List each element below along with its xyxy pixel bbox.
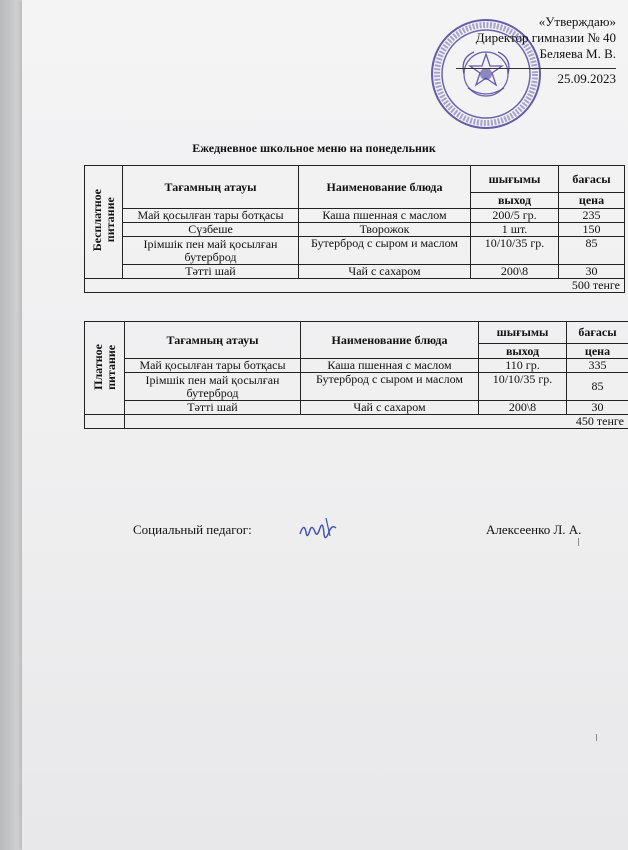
paper-speck	[578, 538, 579, 546]
table-row	[85, 359, 628, 373]
dish-name-ru: Бутерброд с сыром и маслом	[301, 373, 479, 401]
dish-price: 235	[559, 209, 625, 223]
footer-role: Социальный педагог:	[133, 522, 252, 537]
approval-block	[426, 14, 616, 87]
dish-name-ru: Чай с сахаром	[299, 265, 471, 279]
dish-price: 30	[567, 401, 628, 415]
dish-name-kk: Май қосылған тары ботқасы	[123, 209, 299, 223]
table-row	[85, 223, 625, 237]
table-row	[85, 265, 625, 279]
desk-background	[0, 0, 22, 850]
dish-price: 335	[567, 359, 628, 373]
approval-director: Директор гимназии № 40	[475, 30, 616, 45]
dish-name-ru: Каша пшенная с маслом	[301, 359, 479, 373]
dish-name-ru: Бутерброд с сыром и маслом	[299, 237, 471, 265]
header-price-kk: бағасы	[567, 322, 628, 344]
dish-name-kk: Ірімшік пен май қосылған бутерброд	[123, 237, 299, 265]
dish-name-kk: Тәтті шай	[125, 401, 301, 415]
paid-meals-total: 450 тенге	[125, 415, 628, 429]
dish-name-kk: Май қосылған тары ботқасы	[125, 359, 301, 373]
dish-output: 10/10/35 гр.	[479, 373, 567, 401]
paid-meals-side-label: Платное питание	[85, 322, 125, 415]
header-name-kk: Тағамның атауы	[125, 322, 301, 359]
header-price-ru: цена	[559, 193, 625, 209]
signature-icon	[296, 512, 342, 548]
dish-output: 110 гр.	[479, 359, 567, 373]
dish-name-ru: Чай с сахаром	[301, 401, 479, 415]
dish-name-kk: Ірімшік пен май қосылған бутерброд	[125, 373, 301, 401]
header-output-ru: выход	[471, 193, 559, 209]
dish-price: 30	[559, 265, 625, 279]
paper-speck	[596, 734, 597, 741]
dish-price: 85	[559, 237, 625, 265]
dish-output: 200/5 гр.	[471, 209, 559, 223]
dish-output: 200\8	[471, 265, 559, 279]
header-output-kk: шығымы	[471, 166, 559, 193]
dish-name-ru: Каша пшенная с маслом	[299, 209, 471, 223]
approval-date: 25.09.2023	[456, 68, 616, 87]
table-row	[85, 373, 628, 401]
header-price-ru: цена	[567, 344, 628, 359]
header-name-kk: Тағамның атауы	[123, 166, 299, 209]
page-title: Ежедневное школьное меню на понедельник	[192, 141, 436, 155]
dish-output: 10/10/35 гр.	[471, 237, 559, 265]
footer-name: Алексеенко Л. А.	[486, 522, 582, 537]
paid-meals-table	[84, 321, 628, 429]
dish-price: 85	[567, 373, 628, 401]
table-row	[85, 237, 625, 265]
header-price-kk: бағасы	[559, 166, 625, 193]
dish-name-kk: Сүзбеше	[123, 223, 299, 237]
dish-price: 150	[559, 223, 625, 237]
dish-output: 200\8	[479, 401, 567, 415]
header-output-kk: шығымы	[479, 322, 567, 344]
header-name-ru: Наименование блюда	[299, 166, 471, 209]
table-row	[85, 401, 628, 415]
free-meals-total: 500 тенге	[85, 279, 625, 293]
header-name-ru: Наименование блюда	[301, 322, 479, 359]
approval-director-name: Беляева М. В.	[539, 46, 616, 61]
free-meals-table	[84, 165, 625, 293]
dish-name-ru: Творожок	[299, 223, 471, 237]
header-output-ru: выход	[479, 344, 567, 359]
dish-name-kk: Тәтті шай	[123, 265, 299, 279]
dish-output: 1 шт.	[471, 223, 559, 237]
approval-title: «Утверждаю»	[538, 14, 616, 29]
table-row	[85, 209, 625, 223]
free-meals-side-label: Бесплатное питание	[85, 166, 123, 279]
